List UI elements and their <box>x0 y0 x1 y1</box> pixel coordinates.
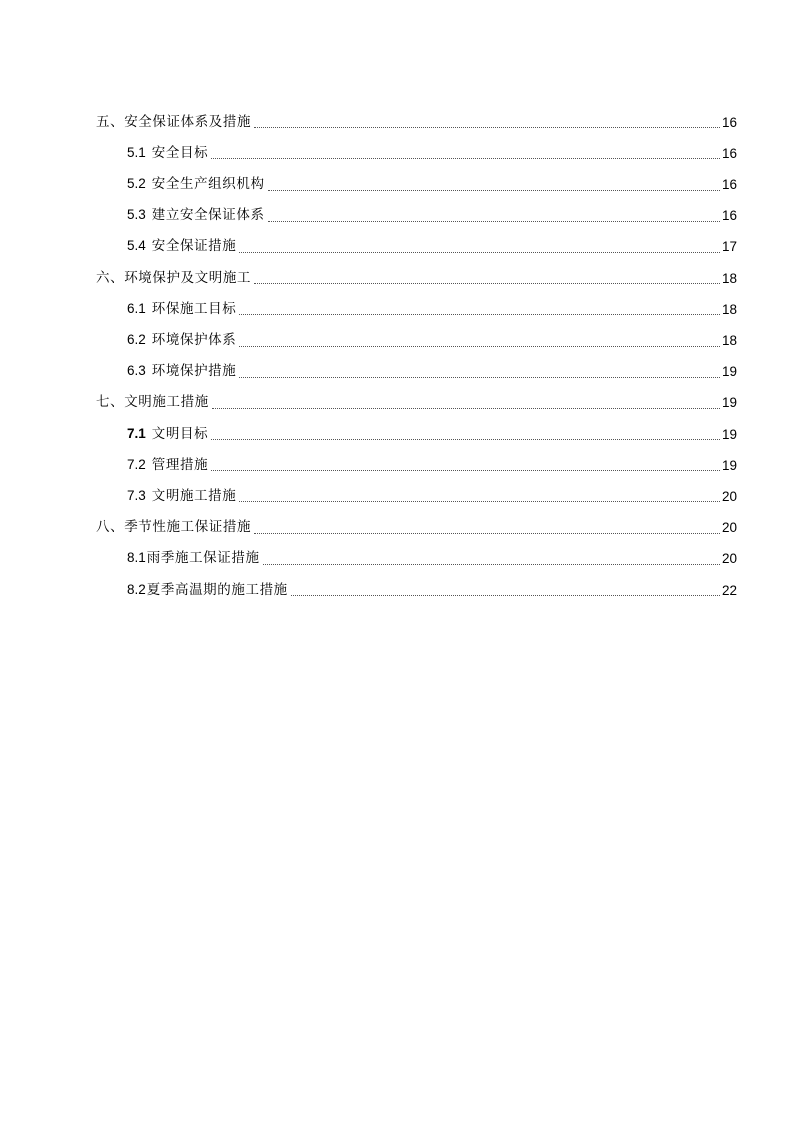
toc-entry[interactable] <box>96 256 737 287</box>
toc-section-number: 7.1 <box>127 425 146 441</box>
toc-entry-title: 五、安全保证体系及措施 <box>96 113 252 130</box>
toc-entry-title: 八、季节性施工保证措施 <box>96 519 252 536</box>
toc-leader-dots <box>254 533 720 534</box>
toc-entry[interactable] <box>96 412 737 443</box>
toc-entry[interactable] <box>96 537 737 568</box>
toc-page-number: 18 <box>721 333 737 348</box>
toc-page-number: 19 <box>721 364 737 380</box>
toc-leader-dots <box>254 283 720 284</box>
toc-leader-dots <box>263 564 720 565</box>
toc-entry[interactable] <box>96 225 737 256</box>
toc-entry[interactable] <box>96 194 737 225</box>
toc-entry[interactable] <box>96 381 737 412</box>
toc-entry-title: 5.1 安全目标 <box>127 144 209 161</box>
toc-entry[interactable] <box>96 505 737 536</box>
toc-entry[interactable] <box>96 350 737 381</box>
toc-entry-title: 5.3 建立安全保证体系 <box>127 207 265 224</box>
toc-entry-title: 5.2 安全生产组织机构 <box>127 176 265 193</box>
toc-leader-dots <box>239 501 720 502</box>
table-of-contents <box>96 100 737 599</box>
toc-leader-dots <box>239 314 720 315</box>
toc-entry[interactable] <box>96 474 737 505</box>
toc-entry[interactable] <box>96 100 737 131</box>
toc-entry-title: 6.2 环境保护体系 <box>127 332 237 348</box>
toc-section-number: 8.1 <box>127 550 146 566</box>
toc-page-number: 20 <box>721 520 737 536</box>
toc-leader-dots <box>212 408 720 409</box>
toc-page-number: 17 <box>721 239 737 255</box>
toc-entry-title: 8.1雨季施工保证措施 <box>127 550 260 567</box>
toc-entry-title: 6.1 环保施工目标 <box>127 300 237 317</box>
toc-page-number: 20 <box>721 551 737 567</box>
toc-section-number: 6.1 <box>127 300 146 316</box>
toc-section-number: 5.4 <box>127 238 146 254</box>
toc-leader-dots <box>268 221 720 222</box>
toc-section-number: 5.3 <box>127 207 146 223</box>
toc-section-number: 6.2 <box>127 332 146 347</box>
toc-entry[interactable] <box>96 443 737 474</box>
toc-entry[interactable] <box>96 287 737 318</box>
toc-section-number: 7.2 <box>127 456 146 472</box>
toc-leader-dots <box>239 377 720 378</box>
toc-page-number: 19 <box>721 395 737 411</box>
toc-page-number: 22 <box>721 582 737 598</box>
toc-page-number: 20 <box>721 488 737 504</box>
toc-entry[interactable] <box>96 318 737 349</box>
toc-entry[interactable] <box>96 131 737 162</box>
toc-page-number: 19 <box>721 426 737 442</box>
toc-leader-dots <box>211 470 720 471</box>
toc-page-number: 19 <box>721 457 737 473</box>
toc-entry[interactable] <box>96 568 737 599</box>
toc-leader-dots <box>239 346 720 347</box>
toc-leader-dots <box>211 158 720 159</box>
toc-section-number: 8.2 <box>127 581 146 597</box>
toc-leader-dots <box>239 252 720 253</box>
toc-entry-title: 六、环境保护及文明施工 <box>96 269 252 286</box>
toc-section-number: 6.3 <box>127 363 146 379</box>
toc-entry-title: 6.3 环境保护措施 <box>127 363 237 380</box>
toc-section-number: 5.1 <box>127 144 146 160</box>
toc-leader-dots <box>291 595 720 596</box>
toc-page-number: 16 <box>721 208 737 224</box>
toc-page-number: 16 <box>721 114 737 130</box>
toc-leader-dots <box>211 439 720 440</box>
toc-page-number: 18 <box>721 270 737 286</box>
toc-entry-title: 7.3 文明施工措施 <box>127 487 237 504</box>
toc-entry-title: 七、文明施工措施 <box>96 394 209 411</box>
toc-entry[interactable] <box>96 162 737 193</box>
toc-page-number: 16 <box>721 145 737 161</box>
toc-entry-title: 8.2夏季高温期的施工措施 <box>127 581 288 598</box>
toc-leader-dots <box>254 127 720 128</box>
toc-entry-title: 7.1 文明目标 <box>127 425 209 442</box>
toc-page-number: 18 <box>721 301 737 317</box>
toc-page-number: 16 <box>721 177 737 193</box>
toc-leader-dots <box>268 190 720 191</box>
toc-entry-title: 7.2 管理措施 <box>127 456 209 473</box>
toc-entry-title: 5.4 安全保证措施 <box>127 238 237 255</box>
toc-section-number: 5.2 <box>127 176 146 192</box>
toc-section-number: 7.3 <box>127 487 146 503</box>
